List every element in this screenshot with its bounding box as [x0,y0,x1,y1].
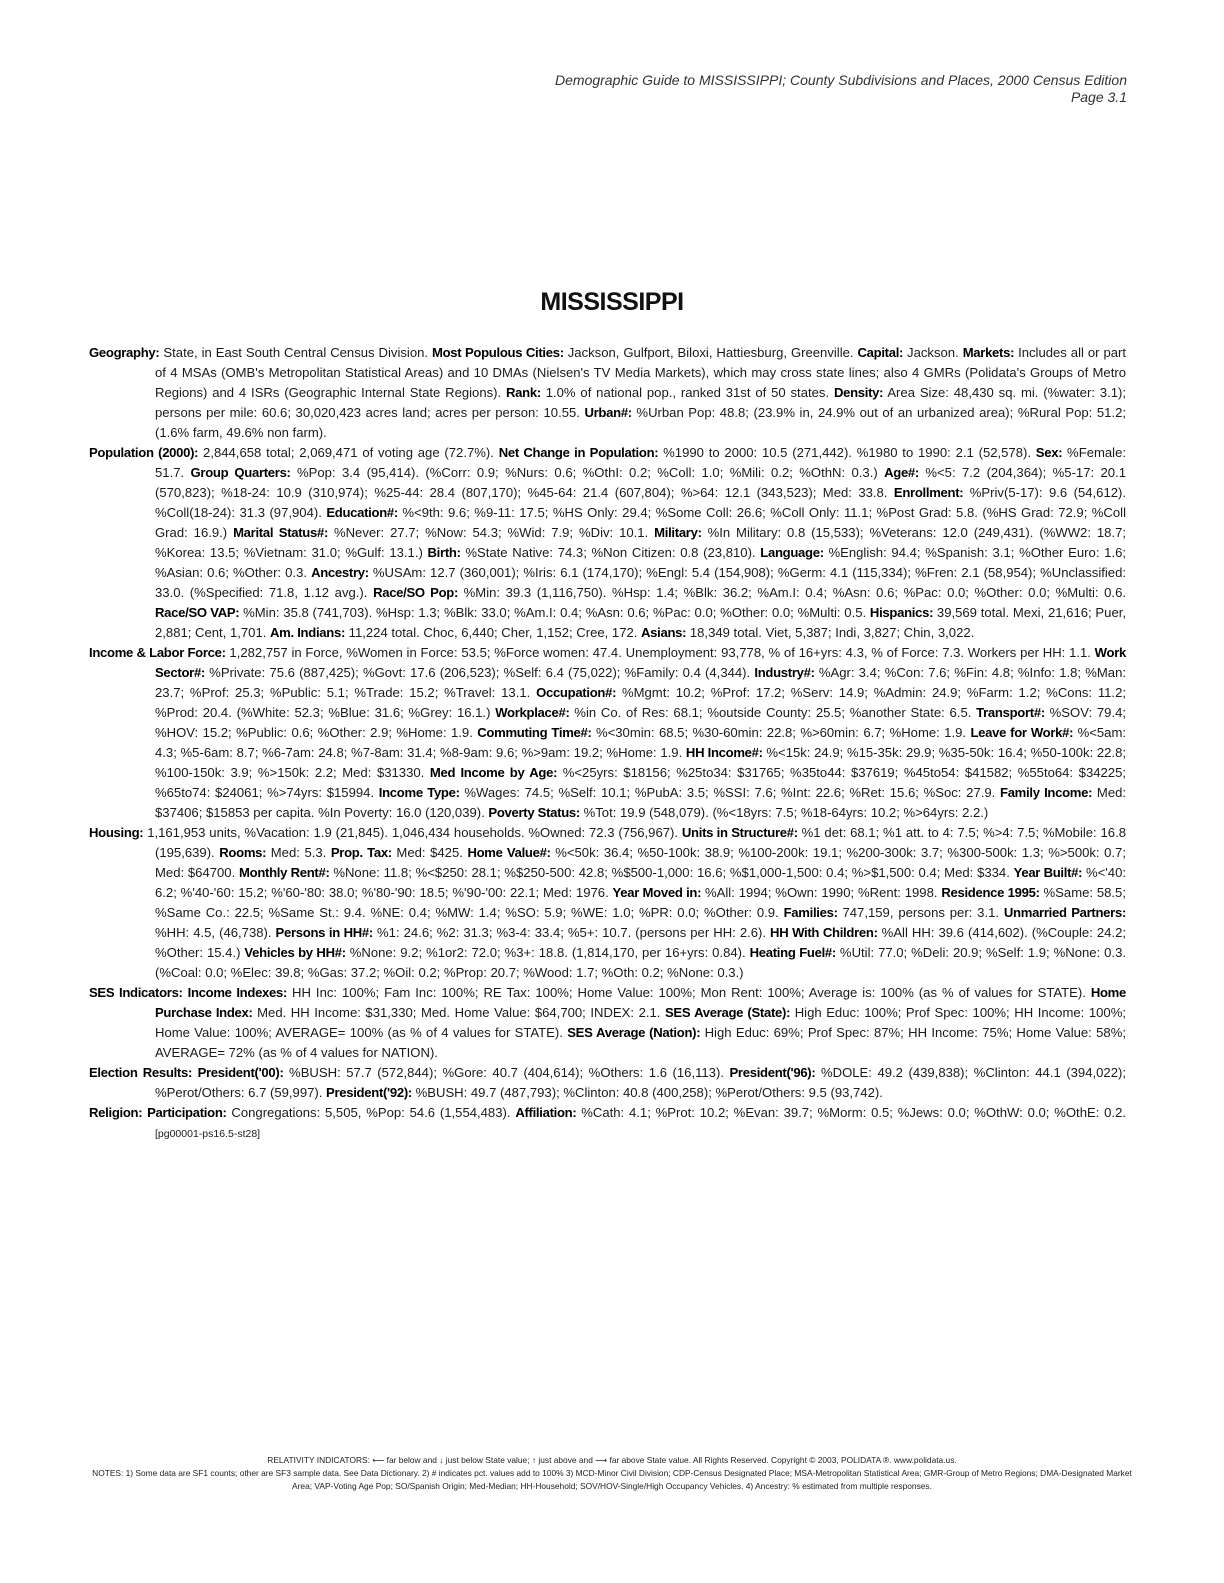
field-label: Home Purchase Index: [155,985,1127,1020]
field-label: President('00): [197,1065,284,1080]
field-label: Sex: [1035,445,1063,460]
field-label: Unmarried Partners: [1003,905,1127,920]
field-label: Election Results: [89,1065,193,1080]
page-code: [pg00001-ps16.5-st28] [155,1128,261,1140]
field-label: Military: [654,525,702,540]
field-label: Work Sector#: [155,645,1126,680]
field-label: Income Indexes: [187,985,288,1000]
field-label: Families: [783,905,838,920]
field-label: Transport#: [976,705,1045,720]
field-value: %in Co. of Res: 68.1; %outside County: 25.5; %another State: 6.5. [569,705,977,720]
profile-section [89,343,1126,443]
field-value: 747,159, persons per: 3.1. [837,905,1004,920]
field-value: %Pop: 3.4 (95,414). (%Corr: 0.9; %Nurs: 0.6; %OthI: 0.2; %Coll: 1.0; %Mili: 0.2; %OthN: 0.3.) [290,465,885,480]
field-label: Markets: [962,345,1015,360]
field-label: Participation: [147,1105,227,1120]
field-label: Hispanics: [869,605,934,620]
profile-section [89,1063,1126,1103]
field-value: 1,282,757 in Force, %Women in Force: 53.5; %Force women: 47.4. Unemployment: 93,778, % of 16+yrs: 4.3, % of Force: 7.3. Workers per HH: 1.1. [225,645,1095,660]
field-label: Net Change in Population: [498,445,659,460]
field-value: %Tot: 19.9 (548,079). (%<18yrs: 7.5; %18-64yrs: 10.2; %>64yrs: 2.2.) [579,805,989,820]
field-label: Persons in HH#: [275,925,373,940]
field-label: Monthly Rent#: [239,865,330,880]
field-value: %Never: 27.7; %Now: 54.3; %Wid: 7.9; %Div: 10.1. [328,525,655,540]
field-value: %1: 24.6; %2: 31.3; %3-4: 33.4; %5+: 10.7. (persons per HH: 2.6). [372,925,771,940]
field-value: %<9th: 9.6; %9-11: 17.5; %HS Only: 29.4; %Some Coll: 26.6; %Coll Only: 11.1; %Post Grad: 5.8. (%HS Grad: 72.9; %Coll Grad: 16.9.) [155,505,1126,540]
field-label: Poverty Status: [488,805,580,820]
field-value: %Min: 39.3 (1,116,750). %Hsp: 1.4; %Blk: 36.2; %Am.I: 0.4; %Asn: 0.6; %Pac: 0.0; %Other: 0.0; %Multi: 0.6. [458,585,1126,600]
field-value: %<'40: 6.2; %'40-'60: 15.2; %'60-'80: 38.0; %'80-'90: 18.5; %'90-'00: 22.1; Med: 1976. [155,865,1126,900]
field-label: Urban#: [584,405,632,420]
field-value: %Priv(5-17): 9.6 (54,612). %Coll(18-24): 31.3 (97,904). [155,485,1127,520]
field-value: %1990 to 2000: 10.5 (271,442). %1980 to 1990: 2.1 (52,578). [658,445,1036,460]
field-label: SES Average (Nation): [567,1025,701,1040]
field-value: Jackson. [903,345,963,360]
field-value: %Wages: 74.5; %Self: 10.1; %PubA: 3.5; %SSI: 7.6; %Int: 22.6; %Ret: 15.6; %Soc: 27.9. [459,785,1000,800]
field-value: %DOLE: 49.2 (439,838); %Clinton: 44.1 (394,022); %Perot/Others: 6.7 (59,997). [155,1065,1126,1100]
field-label: Income Type: [378,785,460,800]
profile-section [89,643,1126,823]
field-value: %<25yrs: $18156; %25to34: $31765; %35to44: $37619; %45to54: $41582; %55to64: $34225; %65to74: $24061; %>74yrs: $15994. [155,765,1126,800]
field-value: %Urban Pop: 48.8; (23.9% in, 24.9% out of an urbanized area); %Rural Pop: 51.2; (1.6% farm, 49.6% non farm). [155,405,1126,440]
field-label: Year Moved in: [612,885,702,900]
field-value: %SOV: 79.4; %HOV: 15.2; %Public: 0.6; %Other: 2.9; %Home: 1.9. [155,705,1126,740]
field-label: Am. Indians: [270,625,346,640]
field-value: %Same: 58.5; %Same Co.: 22.5; %Same St.: 9.4. %NE: 0.4; %MW: 1.4; %SO: 5.9; %WE: 1.0; %PR: 0.0; %Other: 0.9. [155,885,1126,920]
field-value: Med. HH Income: $31,330; Med. Home Value: $64,700; INDEX: 2.1. [252,1005,665,1020]
field-value: %<50k: 36.4; %50-100k: 38.9; %100-200k: 19.1; %200-300k: 3.7; %300-500k: 1.3; %>500k: 0.7; Med: $64700. [155,845,1126,880]
field-label: Home Value#: [467,845,551,860]
profile-section [89,1103,1126,1144]
field-value: 39,569 total. Mexi, 21,616; Puer, 2,881; Cent, 1,701. [155,605,1126,640]
field-label: Geography: [89,345,160,360]
field-label: SES Indicators: [89,985,183,1000]
relativity-indicators: RELATIVITY INDICATORS: ⟵ far below and ↓ just below State value; ↑ just above and ⟶ far above State value. All Rights Reserved. Copyright © 2003, POLIDATA ®. www.polidata.us. [267,1455,957,1465]
field-label: Occupation#: [536,685,617,700]
field-label: Industry#: [754,665,815,680]
field-value: %Agr: 3.4; %Con: 7.6; %Fin: 4.8; %Info: 1.8; %Man: 23.7; %Prof: 25.3; %Public: 5.1; %Trade: 15.2; %Travel: 13.1. [155,665,1126,700]
field-label: Education#: [326,505,398,520]
field-value: State, in East South Central Census Division. [159,345,432,360]
field-label: HH Income#: [685,745,763,760]
field-value: %1 det: 68.1; %1 att. to 4: 7.5; %>4: 7.5; %Mobile: 16.8 (195,639). [155,825,1127,860]
field-value: %BUSH: 49.7 (487,793); %Clinton: 40.8 (400,258); %Perot/Others: 9.5 (93,742). [411,1085,883,1100]
field-value: %All: 1994; %Own: 1990; %Rent: 1998. [701,885,942,900]
field-value: %<5am: 4.3; %5-6am: 8.7; %6-7am: 24.8; %7-8am: 31.4; %8-9am: 9.6; %>9am: 19.2; %Home: 1.9. [155,725,1126,760]
page-header [327,72,1127,106]
field-value: High Educ: 69%; Prof Spec: 87%; HH Income: 75%; Home Value: 58%; AVERAGE= 72% (as % of 4 values for NATION). [155,1025,1126,1060]
field-value: Area Size: 48,430 sq. mi. (%water: 3.1); persons per mile: 60.6; 30,020,423 acres land; acres per person: 10.55. [155,385,1126,420]
field-label: President('92): [326,1085,412,1100]
field-value: %HH: 4.5, (46,738). [155,925,276,940]
field-value: %All HH: 39.6 (414,602). (%Couple: 24.2; %Other: 15.4.) [155,925,1127,960]
field-label: Birth: [427,545,461,560]
field-label: Race/SO Pop: [373,585,459,600]
field-value: HH Inc: 100%; Fam Inc: 100%; RE Tax: 100%; Home Value: 100%; Mon Rent: 100%; Average is: 100% (as % of values for STATE). [287,985,1091,1000]
field-label: Med Income by Age: [429,765,558,780]
field-value: %Min: 35.8 (741,703). %Hsp: 1.3; %Blk: 33.0; %Am.I: 0.4; %Asn: 0.6; %Pac: 0.0; %Other: 0.0; %Multi: 0.5. [239,605,870,620]
field-value: %In Military: 0.8 (15,533); %Veterans: 12.0 (249,431). (%WW2: 18.7; %Korea: 13.5; %Vietnam: 31.0; %Gulf: 13.1.) [155,525,1127,560]
footer-notes: NOTES: 1) Some data are SF1 counts; other are SF3 sample data. See Data Dictionary. 2) # indicates pct. values add to 100% 3) MCD-Minor Civil Division; CDP-Census Designated Place; MSA-Metropolitan Statistical Area; GMR-Group of Metro Regions; DMA-Designated Market Area; VAP-Voting Age Pop; SO/Spanish Origin; Med-Median; HH-Household; SOV/HOV-Single/High Occupancy Vehicles. 4) Ancestry: % estimated from multiple responses. [92,1468,1132,1491]
field-value: 1.0% of national pop., ranked 31st of 50 states. [540,385,834,400]
field-label: Affiliation: [515,1105,577,1120]
field-label: Language: [760,545,824,560]
field-label: Family Income: [1000,785,1093,800]
field-label: Most Populous Cities: [431,345,564,360]
profile-section [89,983,1126,1063]
field-label: Year Built#: [1013,865,1083,880]
field-value: 18,349 total. Viet, 5,387; Indi, 3,827; Chin, 3,022. [686,625,975,640]
field-label: Ancestry: [311,565,369,580]
field-label: Rooms: [219,845,267,860]
profile-body [89,343,1126,1144]
profile-section [89,443,1126,643]
field-value: Med: 5.3. [266,845,331,860]
field-value: Med: $37406; $15853 per capita. %In Poverty: 16.0 (120,039). [155,785,1127,820]
field-value: High Educ: 100%; Prof Spec: 100%; HH Income: 100%; Home Value: 100%; AVERAGE= 100% (as % of 4 values for STATE). [155,1005,1126,1040]
field-label: Capital: [857,345,904,360]
field-label: Rank: [506,385,541,400]
field-label: Group Quarters: [190,465,291,480]
profile-section [89,823,1126,983]
field-label: Residence 1995: [941,885,1040,900]
field-value: %English: 94.4; %Spanish: 3.1; %Other Euro: 1.6; %Asian: 0.6; %Other: 0.3. [155,545,1126,580]
field-value: %Female: 51.7. [155,445,1127,480]
page-number: Page 3.1 [1070,89,1127,105]
field-value: %<15k: 24.9; %15-35k: 29.9; %35-50k: 16.4; %50-100k: 22.8; %100-150k: 3.9; %>150k: 2.2; Med: $31330. [155,745,1127,780]
field-label: Marital Status#: [233,525,329,540]
field-value: %Mgmt: 10.2; %Prof: 17.2; %Serv: 14.9; %Admin: 24.9; %Farm: 1.2; %Cons: 11.2; %Prod: 20.4. (%White: 52.3; %Blue: 31.6; %Grey: 16.1.) [155,685,1126,720]
field-value: %Util: 77.0; %Deli: 20.9; %Self: 1.9; %None: 0.3. (%Coal: 0.0; %Elec: 39.8; %Gas: 37.2; %Oil: 0.2; %Prop: 20.7; %Wood: 1.7; %Oth: 0.2; %None: 0.3.) [155,945,1126,980]
field-label: Religion: [89,1105,143,1120]
field-value: 1,161,953 units, %Vacation: 1.9 (21,845). 1,046,434 households. %Owned: 72.3 (756,967). [143,825,682,840]
field-label: Enrollment: [893,485,964,500]
field-label: SES Average (State): [665,1005,791,1020]
field-value: %Private: 75.6 (887,425); %Govt: 17.6 (206,523); %Self: 6.4 (75,022); %Family: 0.4 (4,344). [205,665,755,680]
field-value: %Cath: 4.1; %Prot: 10.2; %Evan: 39.7; %Morm: 0.5; %Jews: 0.0; %OthW: 0.0; %OthE: 0.2. [576,1105,1126,1120]
field-label: Vehicles by HH#: [244,945,346,960]
field-label: Workplace#: [495,705,570,720]
field-label: President('96): [729,1065,816,1080]
field-label: Age#: [884,465,919,480]
field-value: Jackson, Gulfport, Biloxi, Hattiesburg, Greenville. [563,345,858,360]
field-value: %<5: 7.2 (204,364); %5-17: 20.1 (570,823); %18-24: 10.9 (310,974); %25-44: 28.4 (807,170); %45-64: 21.4 (607,804); %>64: 12.1 (343,523); Med: 33.8. [155,465,1127,500]
field-value: %State Native: 74.3; %Non Citizen: 0.8 (23,810). [460,545,761,560]
field-value: 2,844,658 total; 2,069,471 of voting age (72.7%). [198,445,499,460]
field-label: Prop. Tax: [330,845,392,860]
field-value: %None: 11.8; %<$250: 28.1; %$250-500: 42.8; %$500-1,000: 16.6; %$1,000-1,500: 0.4; %>$1,500: 0.4; Med: $334. [329,865,1014,880]
field-label: Density: [833,385,884,400]
page-footer [85,1454,1139,1493]
field-value: %None: 9.2; %1or2: 72.0; %3+: 18.8. (1,814,170, per 16+yrs: 0.84). [345,945,750,960]
field-value: Med: $425. [391,845,468,860]
field-label: Commuting Time#: [477,725,592,740]
field-label: Population (2000): [89,445,199,460]
state-title: MISSISSIPPI [540,288,684,316]
field-label: Race/SO VAP: [155,605,240,620]
field-label: Units in Structure#: [681,825,798,840]
field-label: Income & Labor Force: [89,645,226,660]
field-value: %USAm: 12.7 (360,001); %Iris: 6.1 (174,170); %Engl: 5.4 (154,908); %Germ: 4.1 (115,334); %Fren: 2.1 (58,954); %Unclassified: 33.0. (%Specified: 71.8, 1.12 avg.). [155,565,1127,600]
field-label: HH With Children: [770,925,878,940]
field-value: Congregations: 5,505, %Pop: 54.6 (1,554,483). [226,1105,516,1120]
field-value: %<30min: 68.5; %30-60min: 22.8; %>60min: 6.7; %Home: 1.9. [591,725,971,740]
field-label: Heating Fuel#: [749,945,836,960]
document-title: Demographic Guide to MISSISSIPPI; County Subdivisions and Places, 2000 Census Edition [555,72,1127,88]
field-label: Asians: [641,625,687,640]
field-value: %BUSH: 57.7 (572,844); %Gore: 40.7 (404,614); %Others: 1.6 (16,113). [283,1065,730,1080]
field-label: Housing: [89,825,144,840]
field-value: 11,224 total. Choc, 6,440; Cher, 1,152; Cree, 172. [345,625,642,640]
field-label: Leave for Work#: [970,725,1074,740]
field-value: Includes all or part of 4 MSAs (OMB's Metropolitan Statistical Areas) and 10 DMAs (Nielsen's TV Media Markets), which may cross state lines; also 4 GMRs (Polidata's Groups of Metro Regions) and 4 ISRs (Geographic Internal State Regions). [155,345,1127,400]
